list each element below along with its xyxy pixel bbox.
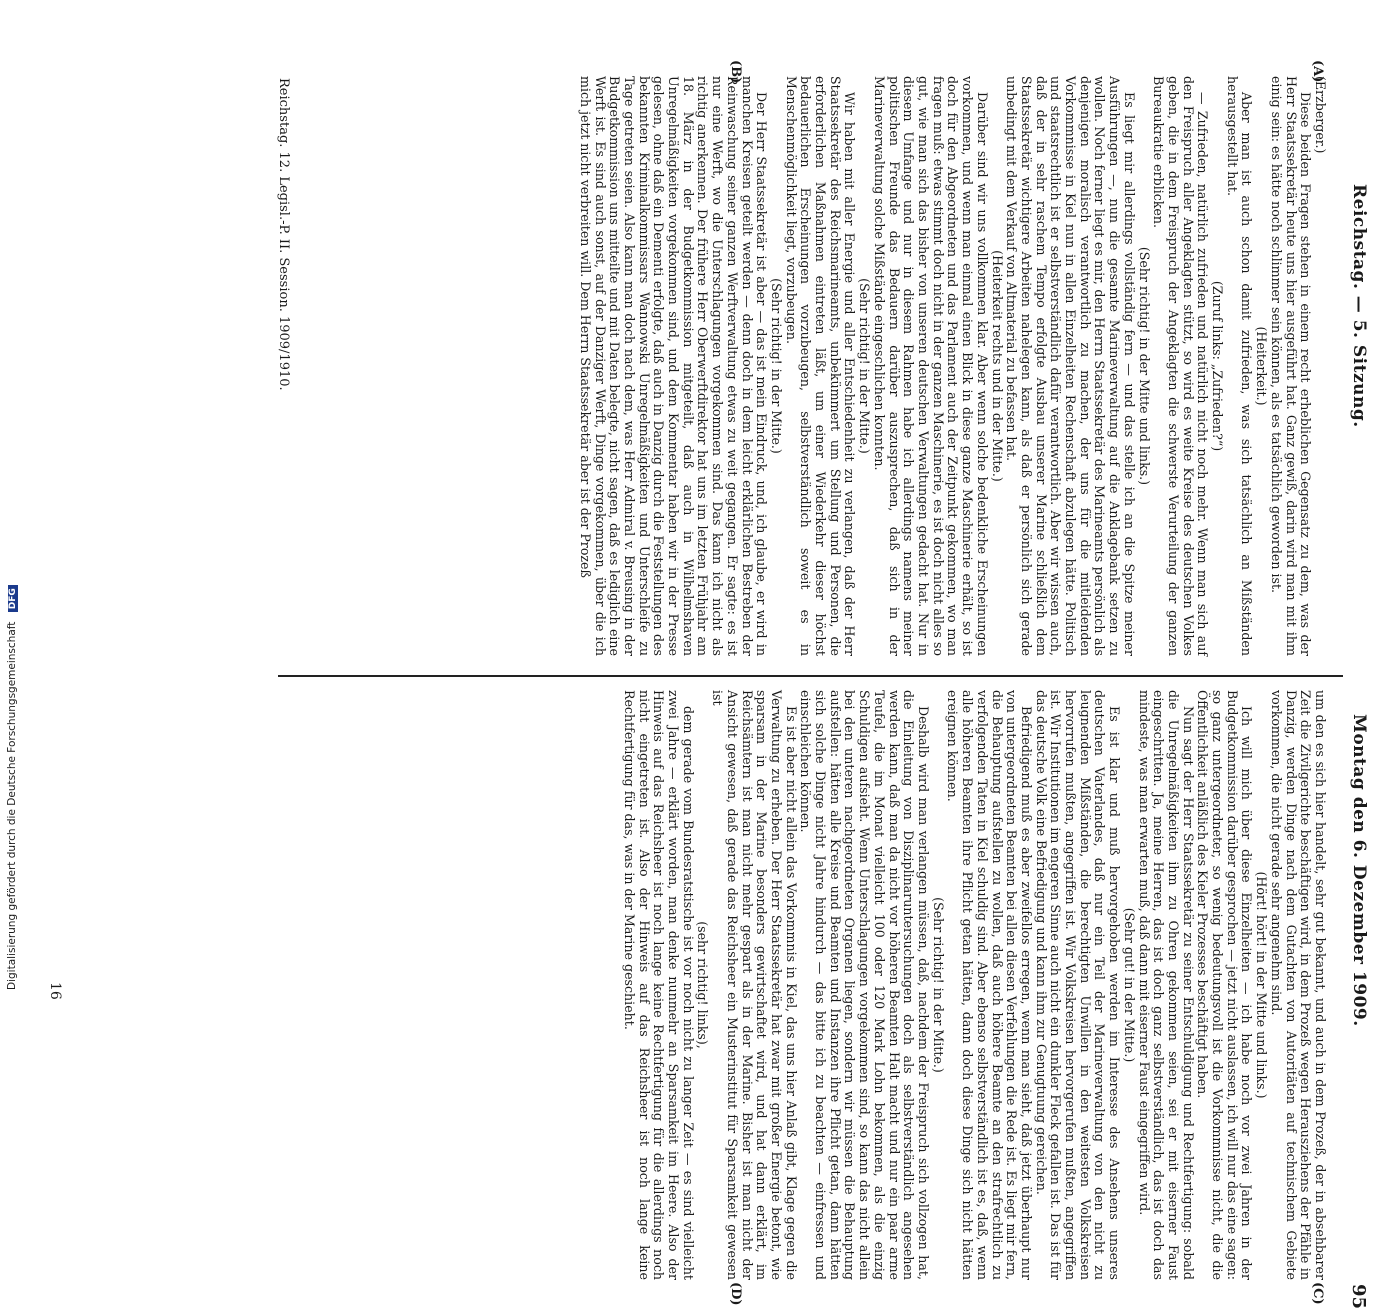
left-column-paragraph: (Erzberger.) [1313, 76, 1328, 154]
page-header [1339, 64, 1369, 1309]
margin-mark-a: (A) [1310, 60, 1325, 83]
left-column-paragraph: Der Herr Staatssekretär ist aber — das ist mein Eindruck, und, ich glaube, er wird in manchen Kreisen geteilt werden — denn doch in dem leicht erklärlichen Bestreben der Reinwaschung seiner ganzen Werftverwaltung etwas zu weit gegangen. Er sagte: es ist nur eine Werft, wo die Unterschlagungen vorgekommen sind. Das kann ich nicht als richtig anerkennen. Der frühere Herr Oberwerftdirektor hat uns im letzten Frühjahr am 18. März in der Budgetkommission mitgeteilt, daß auch in Wilhelmshaven Unregelmäßigkeiten vorgekommen sind, und dem Kommentar haben wir in der Presse gelesen, ohne daß ein Dementi erfolgte, daß auch in Danzig durch die Feststellungen des bekannten Kriminalkommissars Wannowski Unregelmäßigkeiten und Unterschleife zu Tage getreten seien. Also kann man doch nach dem, was Herr Admiral v. Breusing in der Budgetkommission uns mitteilte und mit Daten belegte, nicht sagen, daß es lediglich eine Werft ist. Es sind auch sonst, auf der Danziger Werft, Dinge vorgekommen, über die ich mich jetzt nicht verbreiten will. Dem Herrn Staatssekretär aber ist der Prozeß [577, 76, 770, 656]
right-column-paragraph: Es ist aber nicht allein das Vorkommnis in Kiel, das uns hier Anlaß gibt, Klage gegen die Verwaltung zu erheben. Der Herr Staatssekretär hat zwar mit großer Energie betont, wie sparsam in der Marine besonders gewirtschaftet wird, und hat dann erklärt, im Reichsämtern ist man nicht mehr gespart als in der Marine. Bisher ist man nicht der Ansicht gewesen, daß gerade das Reichsheer ein Musterinstitut für Sparsamkeit gewesen ist [710, 690, 799, 1280]
left-column-paragraph: Wir haben mit aller Energie und aller Entschiedenheit zu verlangen, daß der Herr Staatssekretär des Reichsmarineamts, unbekümmert um Stellung und Personen, die erforderlichen Maßnahmen eintreten läßt, um einer Wiederkehr dieser höchst bedauerlichen Erscheinungen vorzubeugen, selbstverständlich soweit es in Menschenmöglichkeit liegt, vorzubeugen. [783, 76, 858, 656]
left-column-paragraph: Aber man ist auch schon damit zufrieden, was sich tatsächlich an Mißständen herausgestellt hat. [1224, 76, 1255, 656]
left-column-paragraph: (Sehr richtig! in der Mitte und links.) [1136, 246, 1152, 486]
right-column-paragraph: (Hört! hört! in der Mitte und links.) [1254, 871, 1270, 1099]
footer-legislature: Reichstag. 12. Legisl.-P. II. Session. 1909/1910. [276, 78, 291, 391]
right-column-paragraph: um den es sich hier handelt, sehr gut bekannt, und auch in dem Prozeß, der in absehbarer Zeit die Zivilgerichte beschäftigen wird, in dem Prozeß wegen Herausziehens der Pfähle in Danzig, werden Dinge nach dem Gutachten von Autoritäten auf technischem Gebiete vorkommen, die nicht gerade sehr angenehm sind. [1268, 690, 1328, 1280]
digitization-note [6, 585, 18, 990]
header-session: Reichstag. — 5. Sitzung. [1349, 184, 1369, 428]
left-column-paragraph: (Zuruf links: „Zufrieden?“) [1210, 280, 1226, 452]
left-column-paragraph: (Sehr richtig! in der Mitte.) [857, 278, 873, 454]
left-column-paragraph: — Zufrieden, natürlich zufrieden und natürlich nicht noch mehr. Wenn man sich auf den Freispruch aller Angeklagten stützt, so wird es weite Kreise des deutschen Volkes geben, die in dem Freispruch der Angeklagten die schwerste Verurteilung der ganzen Bureaukratie erblicken. [1151, 76, 1211, 656]
right-column-paragraph: Es ist klar und muß hervorgehoben werden im Interesse des Ansehens unseres deutschen Vaterlandes, daß nur ein Teil der Marineverwaltung von den nicht zu leugnenden Mißständen, die berechtigten Unwillen in den weitesten Volkskreisen hervorrufen mußten, angegriffen ist. Wir Volkskreisen hervorgerufen mußten, angegriffen ist. Wir Institutionen im engeren Sinne auch nicht ein dunkler Fleck gefallen ist. Das ist für das deutsche Volk eine Befriedigung und kann ihm zur Genugtuung gereichen. [1033, 690, 1123, 1280]
column-divider [278, 675, 1343, 677]
right-column-paragraph: dem gerade vom Bundesratstische ist vor noch nicht zu langer Zeit — es sind vielleicht zwei Jahre — erklärt worden, man denke nunmehr an Sparsamkeit im Heere. Also der Hinweis auf das Reichsheer ist noch lange keine Rechtfertigung für die allerdings noch nicht eingetreten ist. Also der Hinweis auf das Reichsheer ist noch lange keine Rechtfertigung für das, was in der Marine geschieht. [621, 690, 696, 1280]
header-page-number: 95 [1348, 1283, 1369, 1309]
right-column-paragraph: (Sehr richtig! in der Mitte.) [930, 897, 946, 1073]
right-column-paragraph: (sehr richtig! links), [695, 921, 711, 1049]
right-text-column [621, 690, 1328, 1280]
left-column-paragraph: (Sehr richtig! in der Mitte.) [768, 278, 784, 454]
margin-mark-d: (D) [728, 1282, 743, 1306]
bottom-page-number: 16 [47, 982, 63, 1000]
left-column-paragraph: (Heiterkeit.) [1254, 326, 1270, 406]
left-column-paragraph: (Heiterkeit rechts und in der Mitte.) [989, 250, 1005, 482]
left-text-column [287, 76, 1327, 656]
header-date: Montag den 6. Dezember 1909. [1349, 714, 1369, 1027]
dfg-logo-icon: DFG [8, 585, 18, 612]
left-column-paragraph: Darüber sind wir uns vollkommen klar. Aber wenn solche bedenkliche Erscheinungen vorkommen, und wenn man einmal einen Blick in diese ganze Maschinerie erhält, so ist doch für den Abgeordneten und das Parlament auch der Zeitpunkt gekommen, wo man fragen muß: etwas stimmt doch nicht in der ganzen Maschinerie, es ist doch nicht alles so gut, wie man sich das bisher von unseren deutschen Verwaltungen gedacht hat. Nur in diesem Umfange und nur in diesem Rahmen habe ich allerdings namens meiner politischen Freunde das Bedauern darüber auszusprechen, daß sich in der Marineverwaltung solche Mißstände eingeschlichen konnten. [871, 76, 990, 656]
right-column-paragraph: Deshalb wird man verlangen müssen, daß, nachdem der Freispruch sich vollzogen hat, die Einleitung von Disziplinaruntersuchungen doch als selbstverständlich angesehen werden kann, daß man da nicht vor höheren Beamten Halt macht und nur ein paar arme Teufel, die im Monat vielleicht 100 oder 120 Mark Lohn bekommen, als die einzig Schuldigen aufsieht. Wenn Unterschlagungen vorgekommen sind, so kann das nicht allein bei den unteren nachgeordneten Organen liegen, sondern wir müssen die Behauptung aufstellen: hätten alle Kreise und Beamten und Instanzen ihre Pflicht getan, dann hätten sich solche Dinge nicht Jahre hindurch — das bitte ich zu beachten — einfressen und einschleichen können. [798, 690, 932, 1280]
right-column-paragraph: (Sehr gut! in der Mitte.) [1121, 907, 1137, 1063]
digitization-text: Digitalisierung gefördert durch die Deutsche Forschungsgemeinschaft [6, 621, 18, 990]
left-column-paragraph: Diese beiden Fragen stehen in einem recht erheblichen Gegensatz zu dem, was der Herr Staatssekretär heute uns hier ausgeführt hat. Ganz gewiß, darin wird man mit ihm einig sein: es hätte noch schlimmer sein können, als es tatsächlich geworden ist. [1268, 76, 1314, 656]
margin-mark-c: (C) [1310, 1282, 1325, 1305]
margin-mark-b: (B) [728, 60, 743, 84]
left-column-paragraph: Es liegt mir allerdings vollständig fern — und das stelle ich an die Spitze meiner Ausführungen —, nun die gesamte Marineverwaltung auf die Anklagebank setzen zu wollen. Noch ferner liegt es mir, den Herrn Staatssekretär des Marineamts persönlich als denjenigen moralisch verantwortlich zu machen, der uns für die mitleidenden Vorkommnisse in Kiel nun in allen Einzelheiten Rechenschaft abzulegen hätte. Politisch und staatsrechtlich ist er selbstverständlich dafür verantwortlich. Aber wir wissen auch, daß der in sehr raschem Tempo erfolgte Ausbau unserer Marine schließlich dem Staatssekretär wichtigere Arbeiten nahelegen kann, als daß er persönlich sich gerade unbedingt mit dem Verkauf von Altmaterial zu befassen hat. [1004, 76, 1137, 656]
right-column-paragraph: Nun sagt der Herr Staatssekretär zu seiner Entschuldigung und Rechtfertigung: sobald die Unregelmäßigkeiten ihm zu Ohren gekommen seien, sei er mit eiserner Faust eingeschritten. Ja, meine Herren, das ist doch ganz selbstverständlich, das ist doch das mindeste, was man erwarten muß, daß dann mit eiserner Faust eingegriffen wird. [1136, 690, 1196, 1280]
right-column-paragraph: Befriedigend muß es aber zweifellos erregen, wenn man sieht, daß jetzt überhaupt nur von untergeordneten Beamten bei allen diesen Verfehlungen die Rede ist. Es liegt mir fern, die Behauptung aufstellen zu wollen, daß auch höhere Beamte an den strafrechtlich zu verfolgenden Taten in Kiel schuldig sind. Aber ebenso selbstverständlich ist es, daß, wenn alle höheren Beamten ihre Pflicht getan hätten, dann doch diese Dinge sich nicht hätten ereignen können. [945, 690, 1034, 1280]
right-column-paragraph: Ich will mich über diese Einzelheiten — ich habe noch vor zwei Jahren in der Budgetkommission darüber gesprochen — jetzt nicht auslassen, ich will nur das eine sagen: so ganz untergeordneter, so wenig bedeutungsvoll ist die Vorkommnisse nicht, die die Öffentlichkeit anläßlich des Kieler Prozesses beschäftigt haben. [1195, 690, 1255, 1280]
